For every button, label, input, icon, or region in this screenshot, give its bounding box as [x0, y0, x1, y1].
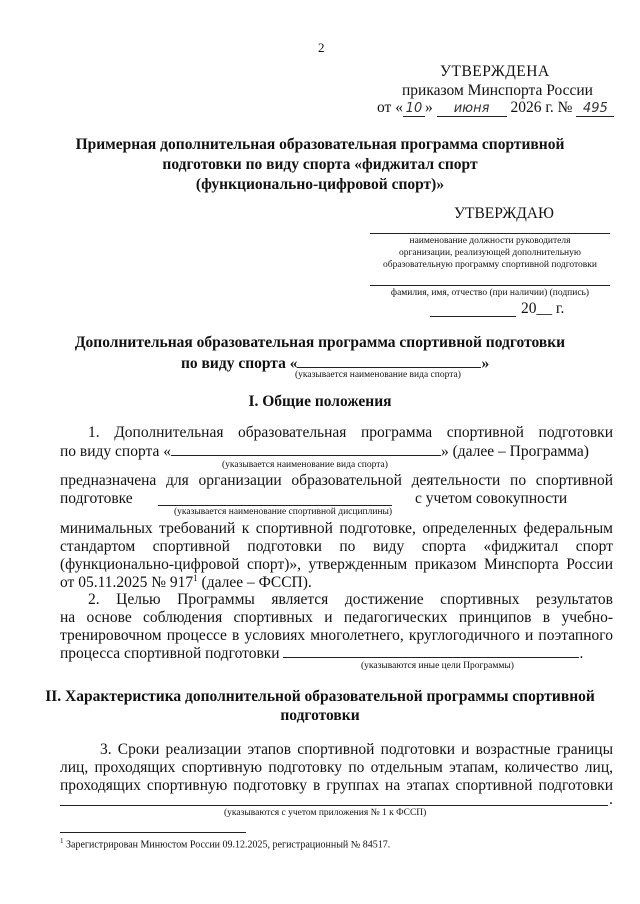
- p1-line8-text: от 05.11.2025 № 917: [60, 574, 194, 592]
- p3-line2: лиц, проходящих спортивную подготовку по отдельным этапам, количество лиц,: [60, 759, 613, 776]
- footnote-ref: 1: [193, 573, 198, 583]
- confirm-title: УТВЕРЖДАЮ: [454, 205, 554, 222]
- discipline-line: [158, 505, 392, 506]
- p2-line1-text: 2. Целью Программы является достижение спортивных результатов: [88, 591, 613, 608]
- p1-line4b: с учетом совокупности: [415, 490, 568, 507]
- section2-heading-line1: II. Характеристика дополнительной образовательной программы спортивной: [45, 688, 595, 705]
- footnote-text: Зарегистрирован Минюстом России 09.12.2025, регистрационный № 84517.: [63, 839, 391, 851]
- p1-line7: (функционально-цифровой спорт)», утвержденным приказом Минспорта России: [60, 556, 613, 573]
- section2-heading-line2: подготовки: [280, 707, 360, 724]
- p2-line3: тренировочном процессе в условиях многолетнего, круглогодичного и поэтапного: [60, 627, 613, 644]
- p1-line2: [60, 442, 589, 461]
- program-title-prefix: по виду спорта «: [181, 355, 298, 372]
- term-line: [60, 805, 608, 806]
- section1-heading: I. Общие положения: [248, 393, 392, 410]
- p1-line8-end: (далее – ФССП).: [197, 574, 312, 592]
- date-month: июня: [437, 102, 507, 117]
- p1-line2-suffix: » (далее – Программа): [440, 443, 589, 460]
- p1-line1-text: 1. Дополнительная образовательная программа спортивной подготовки: [88, 424, 613, 441]
- position-line: [370, 233, 610, 234]
- p2-caption: (указываются иные цели Программы): [361, 661, 514, 671]
- date-day: 10: [403, 102, 425, 117]
- sport-name-blank: [297, 353, 481, 368]
- program-title-suffix: »: [481, 355, 490, 372]
- footnote-mark: 1: [60, 837, 64, 845]
- approval-date: [377, 99, 614, 117]
- p2-line4-text: процесса спортивной подготовки: [60, 645, 280, 662]
- name-caption: фамилия, имя, отчество (при наличии) (подпись): [390, 288, 590, 298]
- main-title-line3: (функционально-цифровой спорт)»: [195, 176, 445, 193]
- p2-line1: [60, 591, 613, 609]
- approval-title: УТВЕРЖДЕНА: [440, 63, 550, 80]
- p1-line6: стандартом спортивной подготовки по виду спорта «фиджитал спорт: [60, 538, 613, 555]
- p3-line1: [60, 741, 613, 759]
- p1-line5: минимальных требований к спортивной подготовке, определенных федеральным: [60, 520, 613, 537]
- sport-name-blank-2: [171, 442, 441, 456]
- p3-line4-end: .: [609, 791, 613, 808]
- p3-line1-text: 3. Сроки реализации этапов спортивной подготовки и возрастные границы: [100, 741, 613, 758]
- p1-caption-1: (указывается наименование вида спорта): [222, 460, 388, 470]
- program-title-caption: (указывается наименование вида спорта): [295, 370, 461, 380]
- order-number: 495: [576, 102, 614, 117]
- page-number: 2: [318, 40, 325, 55]
- footnote: [60, 837, 390, 850]
- position-caption-1: наименование должности руководителя: [409, 236, 571, 246]
- position-caption-3: образовательную программу спортивной подготовки: [382, 260, 597, 270]
- position-caption-2: организации, реализующей дополнительную: [399, 248, 581, 258]
- p1-line2-prefix: по виду спорта «: [60, 443, 171, 460]
- main-title-line1: Примерная дополнительная образовательная программа спортивной: [75, 136, 565, 153]
- name-line: [370, 285, 610, 286]
- p2-line2: на основе соблюдения спортивных и педагогических принципов в учебно-: [60, 609, 613, 626]
- main-title-line2: подготовки по виду спорта «фиджитал спорт: [162, 156, 478, 173]
- date-year: 2026 г. №: [510, 99, 573, 116]
- p1-line4a: подготовке: [60, 490, 133, 507]
- p1-line1: [60, 424, 613, 442]
- date-line: [430, 316, 516, 317]
- p1-caption-2: (указывается наименование спортивной дисциплины): [174, 507, 393, 517]
- program-title-line1: Дополнительная образовательная программа спортивной подготовки: [74, 334, 566, 351]
- goals-blank: [283, 644, 579, 658]
- p2-line4-end: .: [579, 645, 584, 662]
- confirm-year: 20__ г.: [521, 300, 565, 317]
- approval-order: приказом Минспорта России: [402, 82, 593, 99]
- p1-line8: [60, 573, 312, 592]
- p1-line3: предназначена для организации образовательной деятельности по спортивной: [60, 472, 613, 489]
- date-prefix: от «: [377, 99, 403, 116]
- footnote-separator: [60, 832, 246, 833]
- p3-caption: (указываются с учетом приложения № 1 к ФССП): [224, 808, 427, 818]
- p3-line3: проходящих спортивную подготовку в группах на этапах спортивной подготовки: [60, 777, 613, 794]
- date-mid: »: [424, 99, 433, 116]
